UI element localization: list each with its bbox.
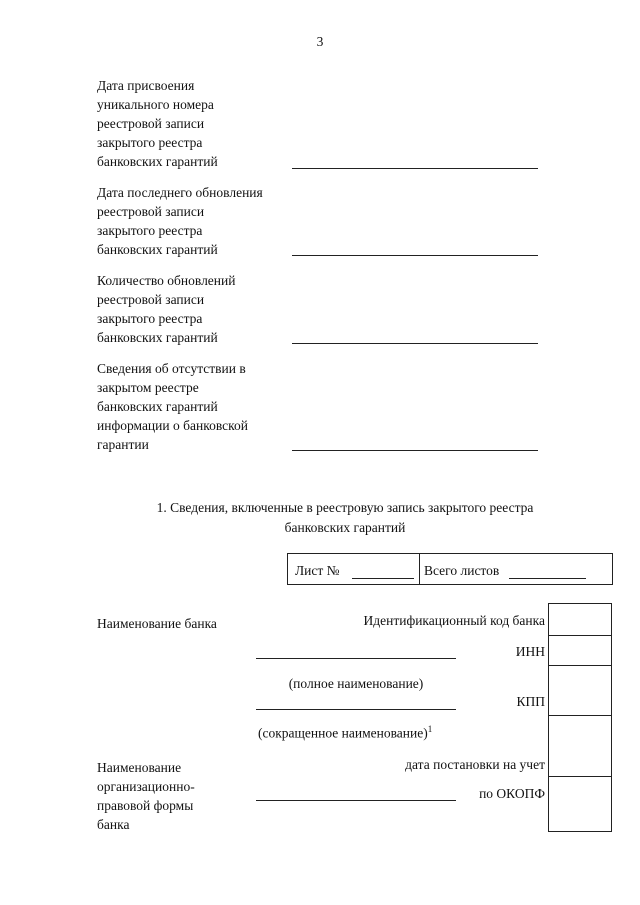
okopf-box[interactable] (548, 776, 612, 832)
full-name-input-line[interactable] (256, 658, 456, 659)
field-update-count-input-line[interactable] (292, 343, 538, 344)
field-assignment-date-input-line[interactable] (292, 168, 538, 169)
okopf-label: по ОКОПФ (479, 786, 545, 801)
kpp-box[interactable] (548, 665, 612, 716)
org-legal-form-label: Наименование организационно- правовой формы банка (97, 760, 195, 832)
field-absence-info-label: Сведения об отсутствии в закрытом реестре банковских гарантий информации о банковской гарантии (97, 361, 248, 452)
org-legal-form-input-line[interactable] (256, 800, 456, 801)
section-title: 1. Сведения, включенные в реестровую запись закрытого реестра банковских гарантий (156, 500, 534, 535)
bank-id-code-box[interactable] (548, 603, 612, 636)
inn-box[interactable] (548, 635, 612, 666)
sheet-number-cell (288, 554, 420, 584)
field-update-count-label: Количество обновлений реестровой записи закрытого реестра банковских гарантий (97, 273, 236, 345)
sheet-number-label: Лист № (295, 563, 340, 578)
inn-label: ИНН (515, 644, 545, 659)
kpp-label: КПП (516, 694, 545, 709)
field-absence-info-input-line[interactable] (292, 450, 538, 451)
sheet-number-box (287, 553, 613, 585)
bank-name-label: Наименование банка (97, 616, 217, 631)
short-name-input-line[interactable] (256, 709, 456, 710)
bank-id-code-label: Идентификационный код банка (363, 613, 545, 628)
full-name-caption: (полное наименование) (288, 676, 424, 691)
total-sheets-input[interactable] (509, 565, 586, 579)
field-assignment-date-label: Дата присвоения уникального номера реестровой записи закрытого реестра банковских гарантий (97, 78, 218, 169)
total-sheets-cell (420, 554, 612, 584)
field-last-update-date-label: Дата последнего обновления реестровой записи закрытого реестра банковских гарантий (97, 185, 263, 257)
sheet-number-input[interactable] (352, 565, 414, 579)
registration-date-label: дата постановки на учет (405, 757, 545, 772)
field-last-update-date-input-line[interactable] (292, 255, 538, 256)
total-sheets-label: Всего листов (424, 563, 500, 578)
footnote-marker: 1 (427, 724, 433, 734)
registration-date-box[interactable] (548, 715, 612, 777)
short-name-caption: (сокращенное наименование)$^1$ (258, 724, 433, 741)
page-number: 3 (316, 34, 324, 49)
